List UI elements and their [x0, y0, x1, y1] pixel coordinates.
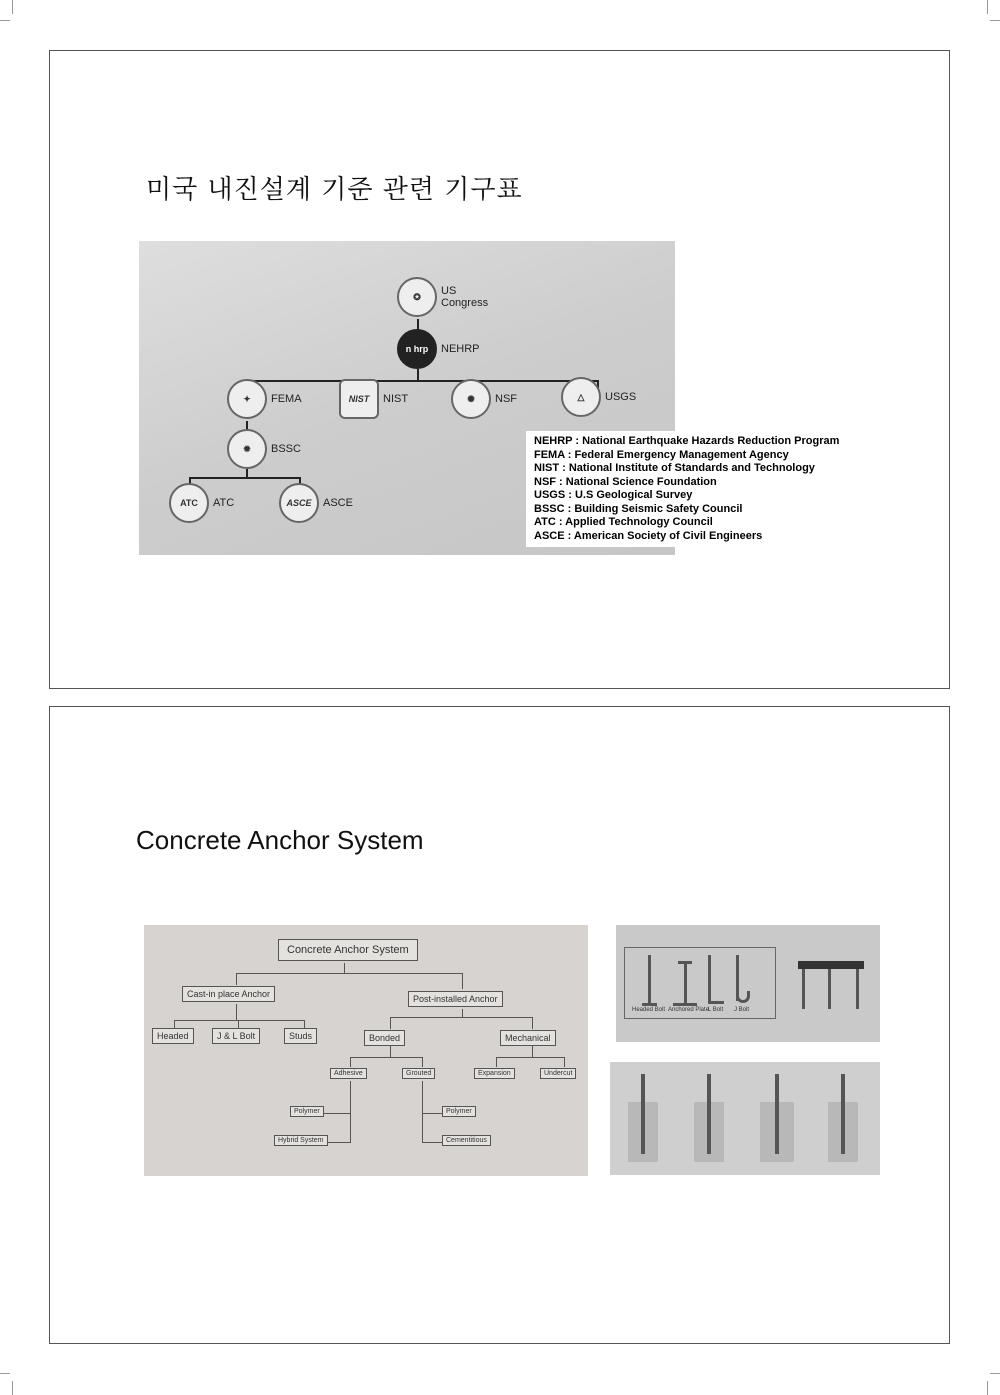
tree-node-polymer: Polymer: [442, 1106, 476, 1117]
stud-shape: [856, 969, 859, 1009]
tree-node-mechanical: Mechanical: [500, 1030, 556, 1046]
nehrp-logo-icon: n hrp: [397, 329, 437, 369]
tree-line: [320, 1113, 350, 1114]
l-bolt-foot: [708, 1001, 724, 1004]
post-installed-anchors-photo: [610, 1062, 880, 1175]
bolt-label: J Bolt: [734, 1007, 750, 1013]
tree-line: [350, 1081, 351, 1143]
nsf-seal-icon: ✺: [451, 379, 491, 419]
abbreviation-item: ASCE : American Society of Civil Engineers: [534, 529, 763, 542]
tree-node-root: Concrete Anchor System: [278, 939, 418, 961]
node-label: ATC: [213, 497, 235, 509]
tree-node-cementitious: Cementitious: [442, 1135, 491, 1146]
anchored-plate-rod: [684, 961, 687, 1005]
congress-seal-icon: ✪: [397, 277, 437, 317]
undercut-anchor-shape: [841, 1074, 845, 1154]
tree-node-undercut: Undercut: [540, 1068, 576, 1079]
atc-logo-icon: ATC: [169, 483, 209, 523]
tree-line: [496, 1057, 497, 1067]
cast-in-bolts-photo: [616, 925, 880, 1042]
node-label: NEHRP: [441, 343, 480, 355]
tree-line: [344, 963, 345, 973]
abbreviation-item: BSSC : Building Seismic Safety Council: [534, 502, 743, 515]
bolt-head-shape: [642, 1003, 657, 1006]
bssc-logo-icon: ✹: [227, 429, 267, 469]
slide-title: Concrete Anchor System: [136, 825, 424, 855]
tree-node-bonded: Bonded: [364, 1030, 405, 1046]
abbreviation-legend: [526, 431, 882, 547]
node-nist: [339, 379, 408, 419]
bolt-label: Anchored Plate: [668, 1007, 710, 1013]
tree-node-grouted: Grouted: [402, 1068, 435, 1079]
node-label: USGS: [605, 391, 637, 403]
tree-line: [390, 1017, 532, 1018]
node-label: ASCE: [323, 497, 353, 509]
node-asce: [279, 483, 353, 523]
tree-line: [422, 1081, 423, 1143]
connector-line: [189, 477, 301, 479]
grouted-anchor-shape: [707, 1074, 711, 1154]
tree-node-adhesive: Adhesive: [330, 1068, 367, 1079]
plate-shape: [798, 961, 864, 969]
node-label: BSSC: [271, 443, 301, 455]
tree-line: [236, 1004, 237, 1020]
crop-mark: [987, 0, 988, 14]
tree-line: [238, 1020, 239, 1028]
fema-seal-icon: ✦: [227, 379, 267, 419]
tree-line: [422, 1057, 423, 1067]
node-label: US: [441, 285, 457, 297]
l-bolt-shape: [708, 955, 711, 1003]
tree-line: [390, 1017, 391, 1029]
crop-mark: [12, 0, 13, 14]
anchor-tree-photo: [144, 925, 588, 1176]
node-nehrp: [397, 329, 480, 369]
tree-line: [350, 1057, 422, 1058]
tree-line: [236, 973, 462, 974]
headed-bolt-shape: [648, 955, 651, 1005]
usgs-seal-icon: △: [561, 377, 601, 417]
node-label: FEMA: [271, 393, 302, 405]
adhesive-anchor-shape: [641, 1074, 645, 1154]
tree-node-hybrid-system: Hybrid System: [274, 1135, 328, 1146]
abbreviation-item: NIST : National Institute of Standards and Technology: [534, 462, 815, 474]
node-label: NIST: [383, 393, 409, 405]
tree-line: [564, 1057, 565, 1067]
crop-mark: [987, 1381, 988, 1395]
node-label: NSF: [495, 393, 517, 405]
tree-line: [390, 1045, 391, 1057]
tree-line: [236, 973, 237, 985]
node-usgs: [561, 377, 636, 417]
tree-node-studs: Studs: [284, 1028, 317, 1044]
bolt-label: L Bolt: [708, 1007, 724, 1013]
tree-line: [496, 1057, 564, 1058]
crop-mark: [12, 1381, 13, 1395]
node-label: Congress: [441, 297, 489, 309]
node-bssc: [227, 429, 301, 469]
tree-line: [422, 1113, 442, 1114]
slide-2: [49, 706, 950, 1344]
tree-line: [304, 1020, 305, 1028]
crop-mark: [990, 1373, 1000, 1374]
crop-mark: [0, 20, 10, 21]
abbreviation-item: ATC : Applied Technology Council: [534, 516, 713, 528]
anchored-plate-base: [673, 1003, 697, 1006]
asce-logo-icon: ASCE: [279, 483, 319, 523]
abbreviation-item: NEHRP : National Earthquake Hazards Reduction Program: [534, 435, 840, 447]
tree-line: [422, 1142, 442, 1143]
abbreviation-item: NSF : National Science Foundation: [534, 475, 717, 488]
tree-line: [462, 1009, 463, 1017]
node-fema: [227, 379, 302, 419]
expansion-anchor-shape: [775, 1074, 779, 1154]
slide-title: 미국 내진설계 기준 관련 기구표: [146, 175, 523, 205]
tree-line: [350, 1057, 351, 1067]
stud-shape: [802, 969, 805, 1009]
node-atc: [169, 483, 234, 523]
tree-node-cast-in: Cast-in place Anchor: [182, 986, 275, 1002]
abbreviation-item: USGS : U.S Geological Survey: [534, 489, 693, 501]
tree-node-expansion: Expansion: [474, 1068, 515, 1079]
tree-line: [532, 1045, 533, 1057]
tree-node-headed: Headed: [152, 1028, 194, 1044]
tree-node-jl-bolt: J & L Bolt: [212, 1028, 260, 1044]
bolt-label: Headed Bolt: [632, 1007, 666, 1013]
tree-line: [174, 1020, 304, 1021]
abbreviation-item: FEMA : Federal Emergency Management Agency: [534, 448, 789, 461]
tree-line: [174, 1020, 175, 1028]
tree-node-post-installed: Post-installed Anchor: [408, 991, 503, 1007]
tree-line: [532, 1017, 533, 1029]
slide-1: [49, 50, 950, 689]
tree-node-polymer: Polymer: [290, 1106, 324, 1117]
node-us-congress: [397, 277, 488, 317]
nist-logo-icon: NIST: [339, 379, 379, 419]
node-nsf: [451, 379, 517, 419]
tree-line: [462, 973, 463, 989]
crop-mark: [0, 1373, 10, 1374]
stud-shape: [828, 969, 831, 1009]
crop-mark: [990, 20, 1000, 21]
